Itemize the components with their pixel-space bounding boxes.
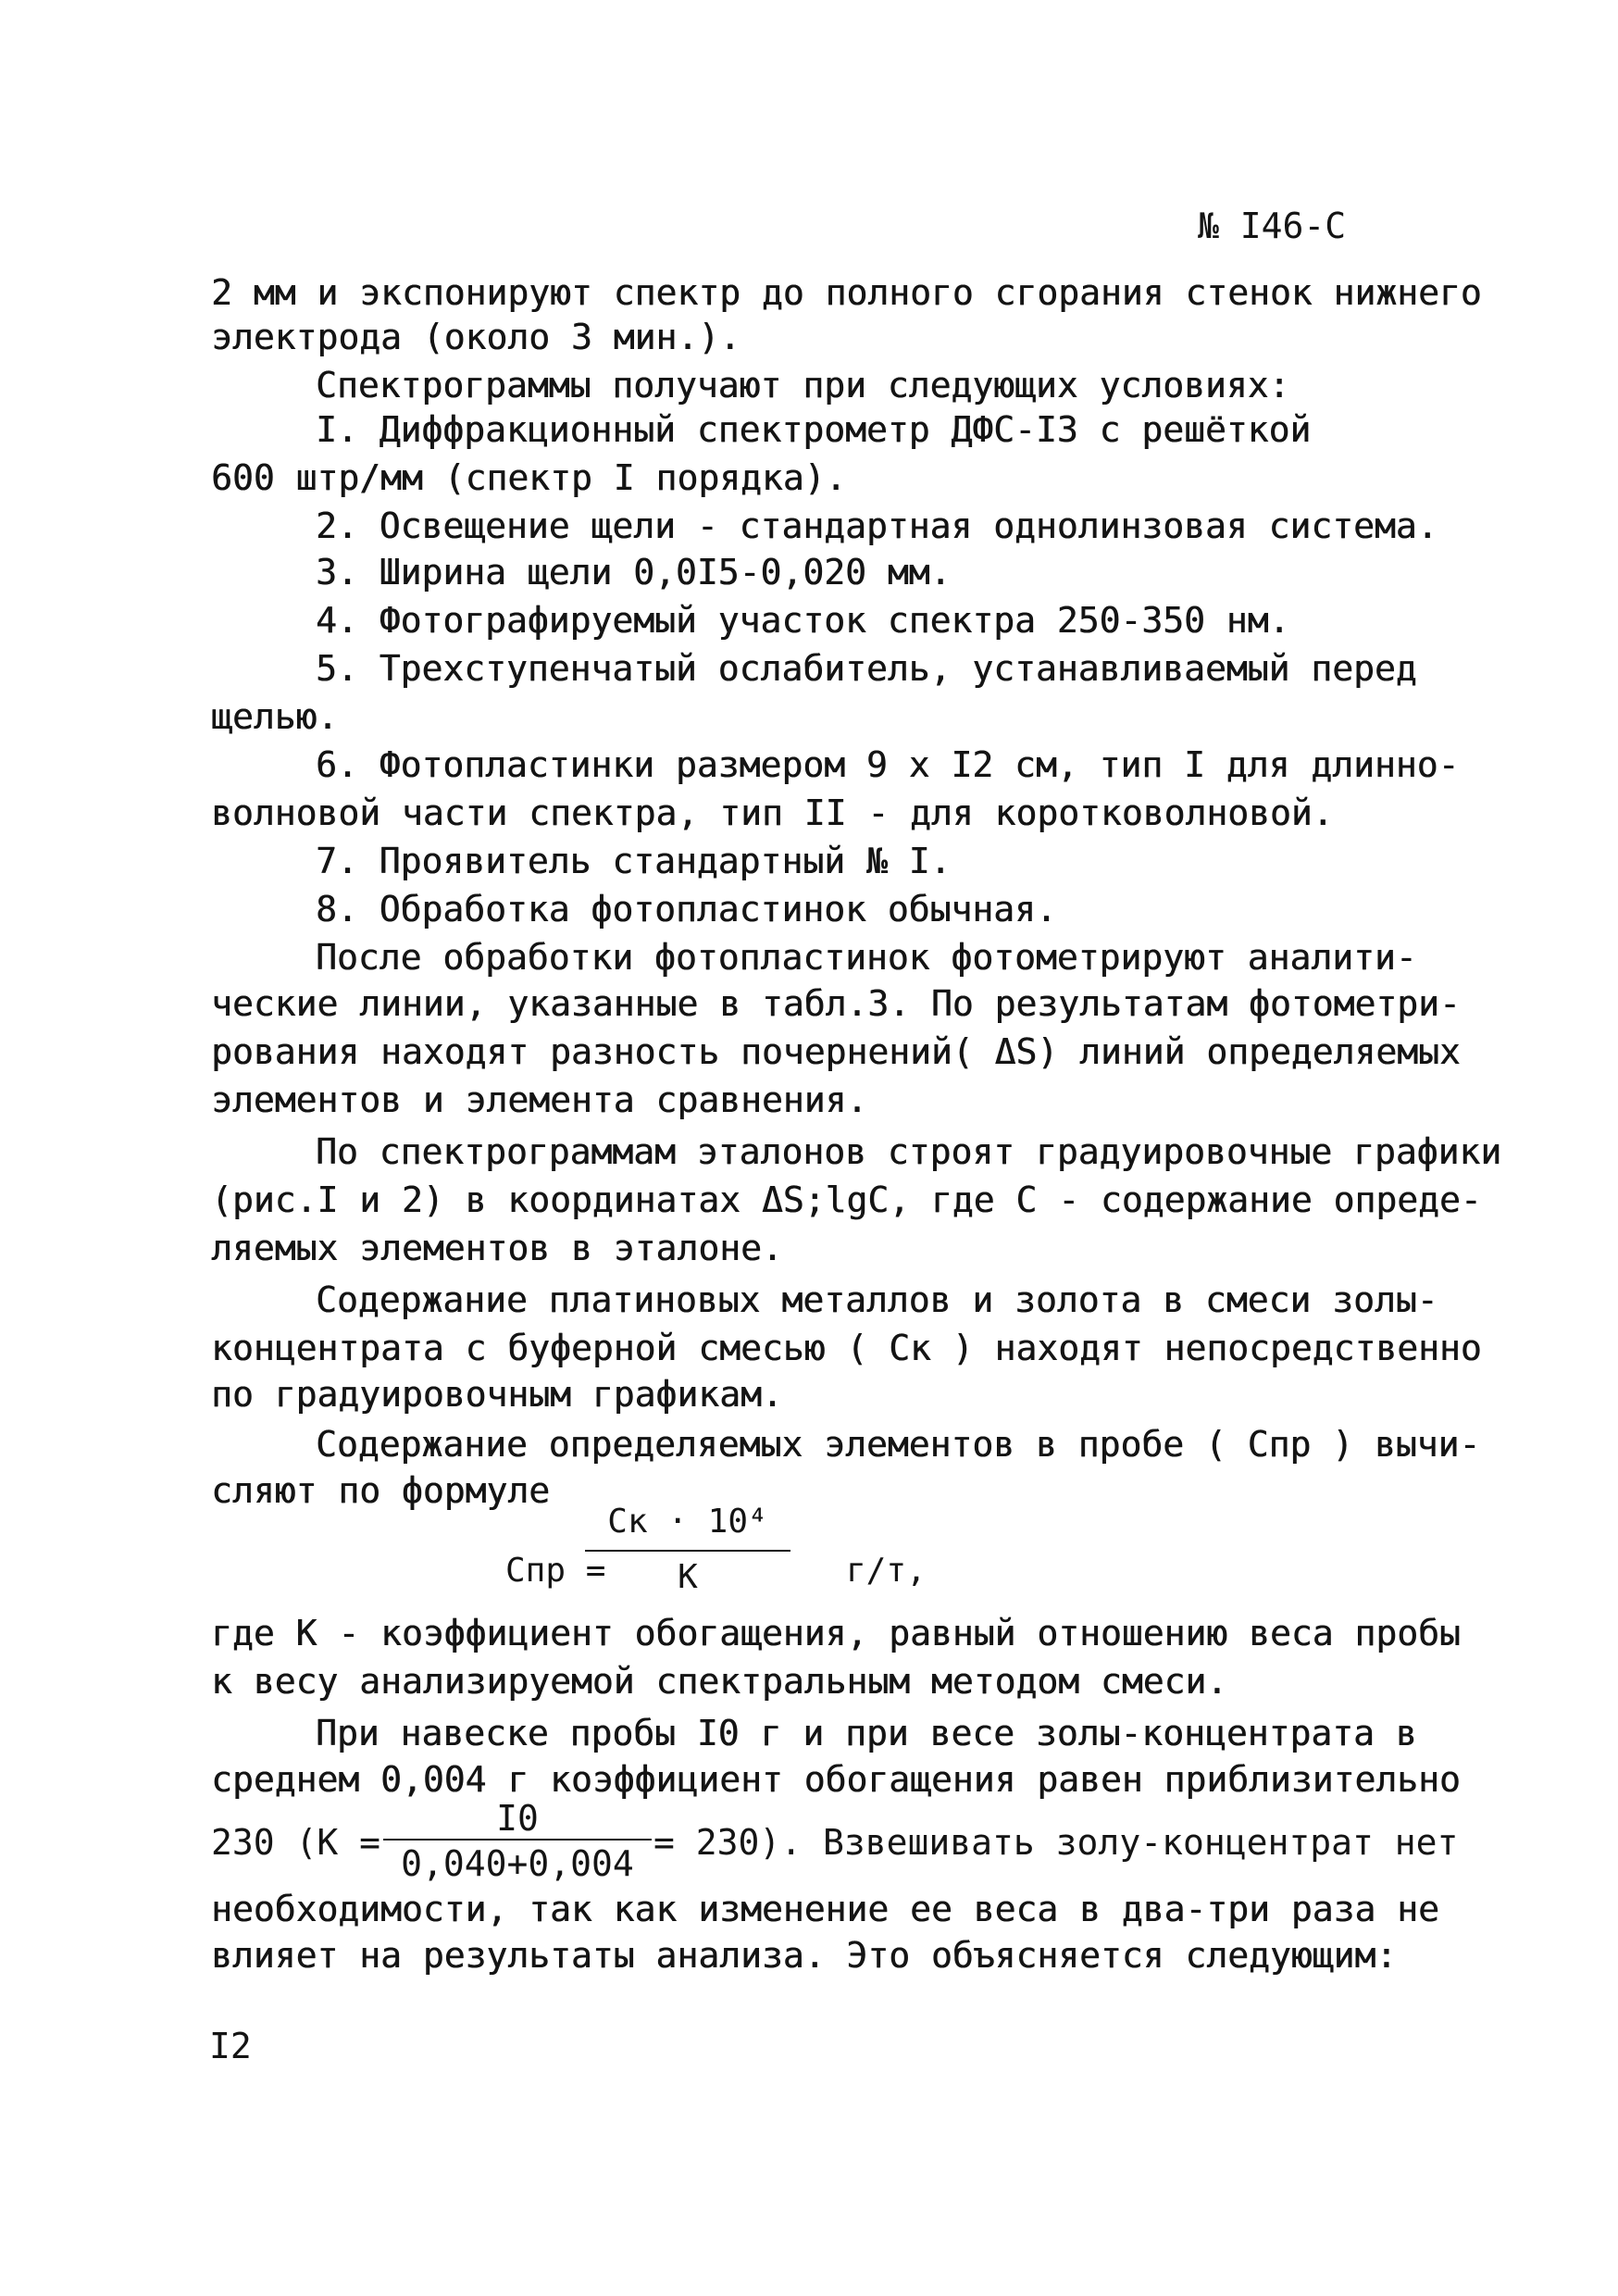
text-line: по градуировочным графикам. [211,1374,783,1415]
document-number: № I46-C [1198,206,1347,246]
text-line: концентрата с буферной смесью ( Cк ) находят непосредственно [211,1328,1482,1368]
text-line: сляют по формуле [211,1470,551,1511]
text-line: По спектрограммам эталонов строят градуировочные графики [316,1131,1502,1172]
text-line: После обработки фотопластинок фотометрируют аналити- [316,937,1417,978]
text-line: Содержание платиновых металлов и золота в смеси золы- [316,1279,1438,1320]
text-line: к весу анализируемой спектральным методом смеси. [211,1661,1228,1702]
inline-fraction-numerator: I0 [496,1798,539,1839]
text-line: 8. Обработка фотопластинок обычная. [316,889,1057,930]
formula-fraction [585,1498,790,1600]
text-line: 2 мм и экспонируют спектр до полного сгорания стенок нижнего [211,272,1482,313]
text-line: 600 штр/мм (спектр I порядка). [211,457,847,498]
text-line: 2. Освещение щели - стандартная однолинзовая система. [316,505,1438,546]
text-line: рования находят разность почернений( ΔS) линий определяемых [211,1031,1461,1072]
inline-equation-fraction [383,1800,652,1883]
text-line: необходимости, так как изменение ее веса в два-три раза не [211,1889,1439,1929]
inline-equation-right: = 230). Взвешивать золу-концентрат нет [653,1822,1459,1863]
text-line: элементов и элемента сравнения. [211,1079,868,1120]
fraction-bar [383,1839,652,1841]
text-line: Спектрограммы получают при следующих условиях: [316,365,1290,406]
fraction-bar [585,1550,790,1552]
text-line: 7. Проявитель стандартный № I. [316,841,952,881]
text-line: 3. Ширина щели 0,0I5-0,020 мм. [316,552,952,593]
text-line: 4. Фотографируемый участок спектра 250-350 нм. [316,600,1290,641]
text-line: волновой части спектра, тип II - для коротковолновой. [211,792,1334,833]
text-line: ляемых элементов в эталоне. [211,1228,783,1268]
text-line: среднем 0,004 г коэффициент обогащения равен приблизительно [211,1759,1461,1800]
text-line: щелью. [211,696,339,737]
text-line: электрода (около 3 мин.). [211,317,741,357]
formula-denominator: K [678,1558,698,1596]
text-line: Содержание определяемых элементов в пробе ( Cпр ) вычи- [316,1424,1481,1465]
inline-fraction-denominator: 0,040+0,004 [401,1843,634,1884]
page-number: I2 [209,2026,252,2066]
text-line: ческие линии, указанные в табл.3. По результатам фотометри- [211,983,1461,1024]
text-line: (рис.I и 2) в координатах ΔS;lgC, где C - содержание опреде- [211,1179,1482,1220]
text-line: 5. Трехступенчатый ослабитель, устанавливаемый перед [316,648,1417,689]
text-line: влияет на результаты анализа. Это объясняется следующим: [211,1935,1398,1976]
text-line: При навеске пробы I0 г и при весе золы-концентрата в [316,1713,1417,1753]
formula-unit: г/т, [846,1552,927,1590]
formula-numerator: Cк · 10⁴ [607,1503,768,1541]
formula-lhs: Cпр = [505,1552,606,1590]
inline-equation-left: 230 (K = [211,1822,381,1863]
text-line: I. Диффракционный спектрометр ДФС-I3 с решёткой [316,409,1312,450]
text-line: 6. Фотопластинки размером 9 х I2 см, тип I для длинно- [316,744,1460,785]
text-line: где K - коэффициент обогащения, равный отношению веса пробы [211,1613,1461,1653]
